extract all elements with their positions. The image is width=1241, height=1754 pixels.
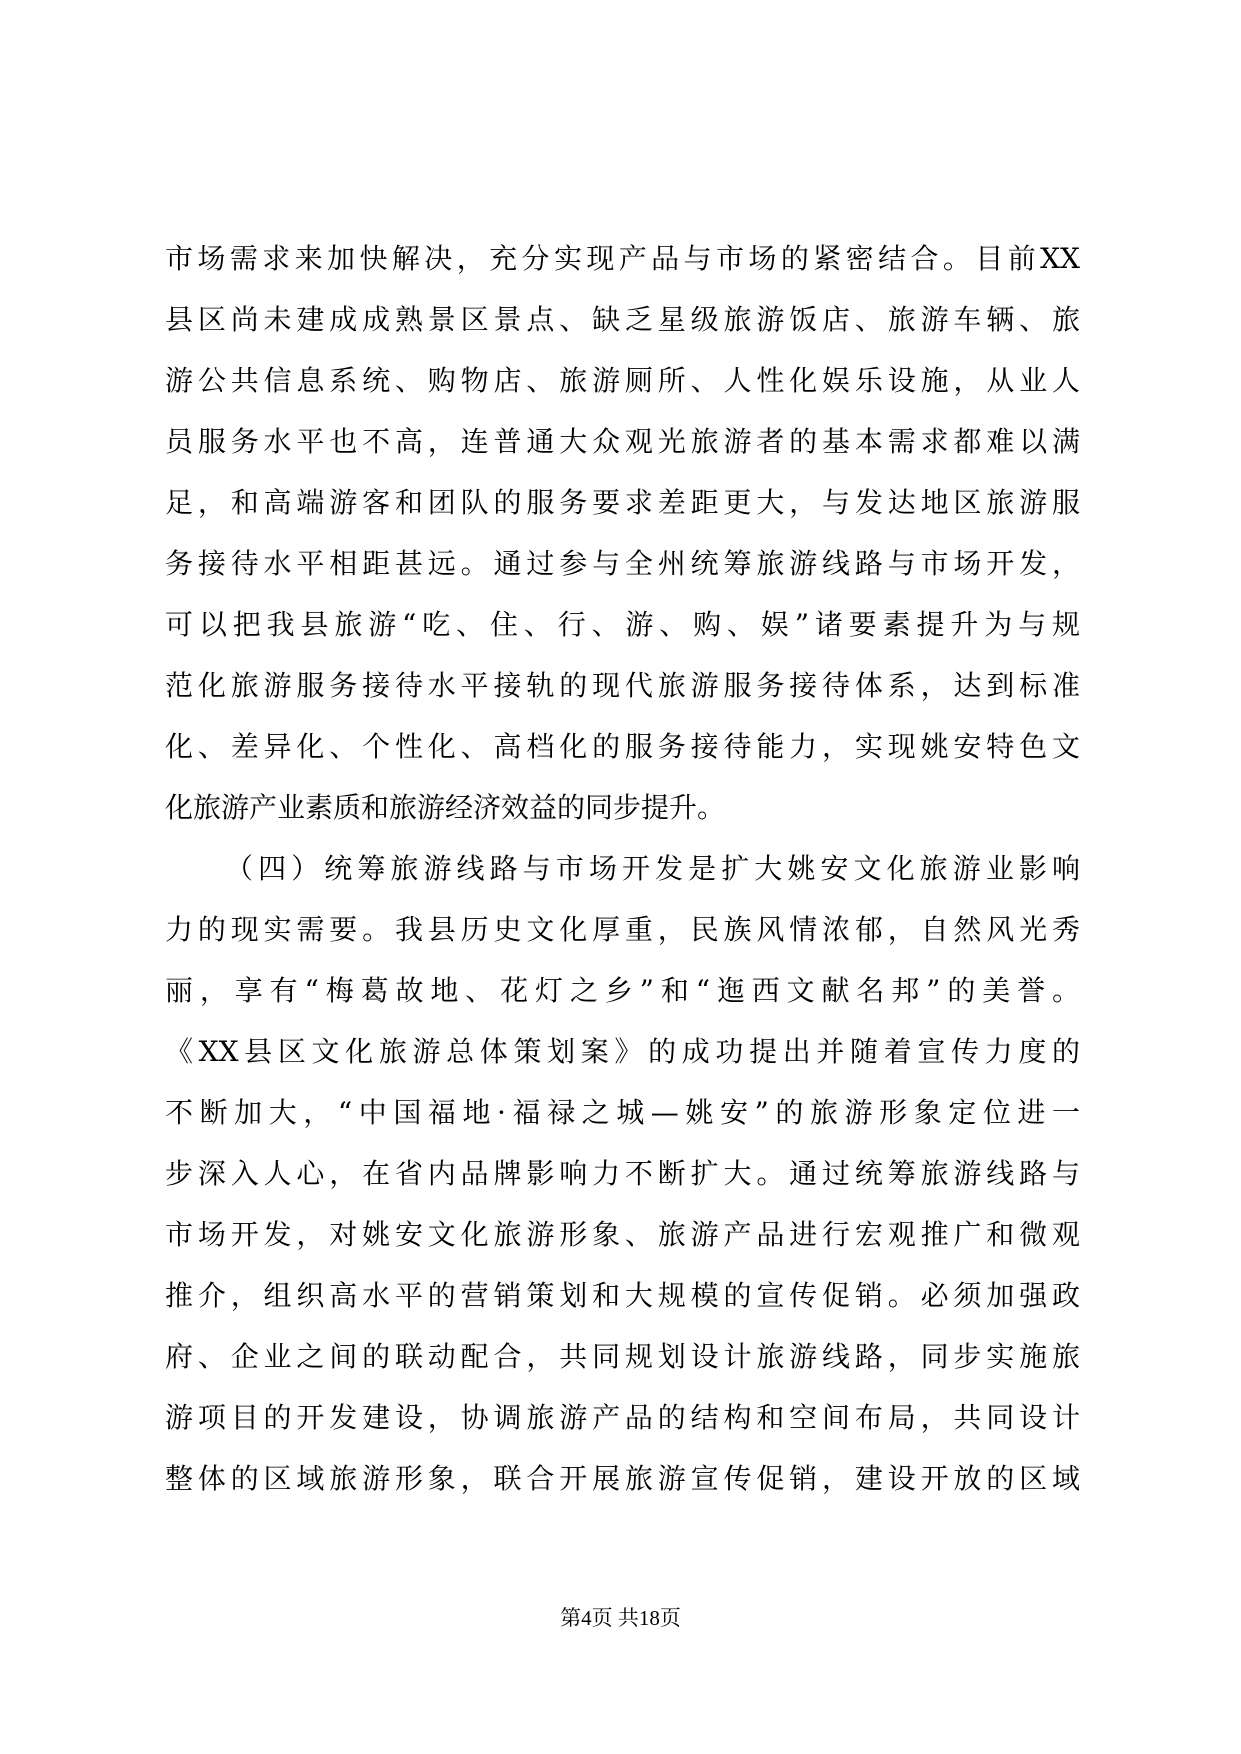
text-line: 足，和高端游客和团队的服务要求差距更大，与发达地区旅游服	[165, 486, 1080, 519]
text-line: 府、企业之间的联动配合，共同规划设计旅游线路，同步实施旅	[165, 1340, 1080, 1373]
page-footer: 第4页 共18页	[560, 1606, 681, 1630]
text-line: 力的现实需要。我县历史文化厚重，民族风情浓郁，自然风光秀	[165, 913, 1080, 946]
text-line: 务接待水平相距甚远。通过参与全州统筹旅游线路与市场开发，	[165, 547, 1080, 580]
text-line: 化旅游产业素质和旅游经济效益的同步提升。	[165, 791, 726, 824]
text-line: 步深入人心，在省内品牌影响力不断扩大。通过统筹旅游线路与	[165, 1157, 1080, 1190]
text-line: 游项目的开发建设，协调旅游产品的结构和空间布局，共同设计	[165, 1401, 1080, 1434]
text-line: 员服务水平也不高，连普通大众观光旅游者的基本需求都难以满	[165, 425, 1080, 458]
text-line: 推介，组织高水平的营销策划和大规模的宣传促销。必须加强政	[165, 1279, 1080, 1312]
text-line: 市场需求来加快解决，充分实现产品与市场的紧密结合。目前XX	[165, 242, 1080, 275]
text-line: 游公共信息系统、购物店、旅游厕所、人性化娱乐设施，从业人	[165, 364, 1080, 397]
text-line: 市场开发，对姚安文化旅游形象、旅游产品进行宏观推广和微观	[165, 1218, 1080, 1251]
text-line: 可以把我县旅游“吃、住、行、游、购、娱”诸要素提升为与规	[165, 608, 1080, 641]
text-line: 丽，享有“梅葛故地、花灯之乡”和“迤西文献名邦”的美誉。	[165, 974, 1080, 1007]
section-heading-line: （四）统筹旅游线路与市场开发是扩大姚安文化旅游业影响	[225, 852, 1080, 885]
text-line: 《XX县区文化旅游总体策划案》的成功提出并随着宣传力度的	[165, 1035, 1080, 1068]
text-line: 整体的区域旅游形象，联合开展旅游宣传促销，建设开放的区域	[165, 1462, 1080, 1495]
text-line: 不断加大，“中国福地·福禄之城—姚安”的旅游形象定位进一	[165, 1096, 1080, 1129]
text-line: 县区尚未建成成熟景区景点、缺乏星级旅游饭店、旅游车辆、旅	[165, 303, 1080, 336]
text-line: 范化旅游服务接待水平接轨的现代旅游服务接待体系，达到标准	[165, 669, 1080, 702]
body-text	[165, 228, 1080, 1509]
text-line: 化、差异化、个性化、高档化的服务接待能力，实现姚安特色文	[165, 730, 1080, 763]
